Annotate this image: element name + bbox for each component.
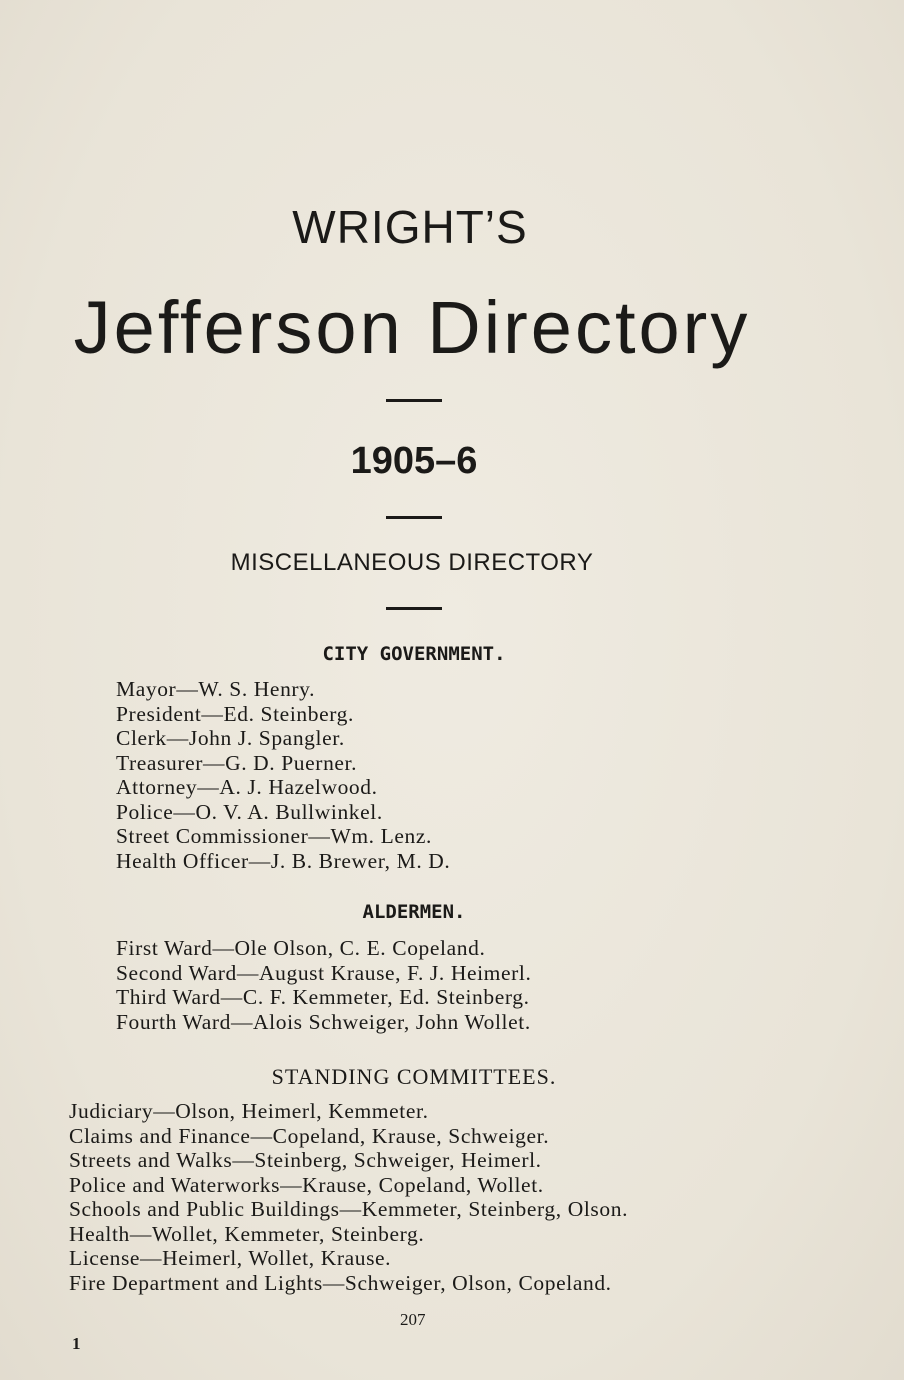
title-publisher: WRIGHT’S [292,201,528,253]
list-item: Mayor—W. S. Henry. [116,677,316,701]
title-directory: Jefferson Directory [73,286,751,369]
list-item: Streets and Walks—Steinberg, Schweiger, Heimerl. [69,1148,542,1172]
list-item: Health—Wollet, Kemmeter, Steinberg. [69,1221,425,1246]
list-item: Third Ward—C. F. Kemmeter, Ed. Steinberg. [116,985,530,1009]
section-title: MISCELLANEOUS DIRECTORY [230,549,594,576]
list-item: Police—O. V. A. Bullwinkel. [116,799,383,824]
list-item: Treasurer—G. D. Puerner. [116,750,358,775]
signature-mark: 1 [72,1334,81,1353]
list-item: Fire Department and Lights—Schweiger, Olson, Copeland. [69,1270,612,1295]
list-item: Clerk—John J. Spangler. [116,726,345,750]
divider-rule [386,516,442,519]
divider-rule [386,399,442,402]
list-item: Schools and Public Buildings—Kemmeter, Steinberg, Olson. [69,1197,629,1221]
standing-committees-list [69,1099,628,1295]
page-number: 207 [400,1310,426,1329]
list-item: Attorney—A. J. Hazelwood. [116,775,378,799]
year-heading: 1905–6 [350,440,478,482]
divider-rule [386,607,442,610]
standing-committees-heading: STANDING COMMITTEES. [271,1064,557,1089]
list-item: Fourth Ward—Alois Schweiger, John Wollet. [116,1009,531,1034]
list-item: Police and Waterworks—Krause, Copeland, Wollet. [69,1172,544,1197]
list-item: Street Commissioner—Wm. Lenz. [116,824,432,848]
list-item: President—Ed. Steinberg. [116,701,354,726]
aldermen-list [116,936,531,1034]
list-item: License—Heimerl, Wollet, Krause. [69,1246,392,1270]
list-item: Health Officer—J. B. Brewer, M. D. [116,848,451,873]
list-item: Second Ward—August Krause, F. J. Heimerl. [116,960,532,985]
list-item: Claims and Finance—Copeland, Krause, Schweiger. [69,1123,550,1148]
aldermen-heading: ALDERMEN. [362,901,466,923]
city-government-list [116,677,450,873]
list-item: Judiciary—Olson, Heimerl, Kemmeter. [69,1099,429,1123]
list-item: First Ward—Ole Olson, C. E. Copeland. [116,936,486,960]
city-government-heading: CITY GOVERNMENT. [322,643,506,665]
